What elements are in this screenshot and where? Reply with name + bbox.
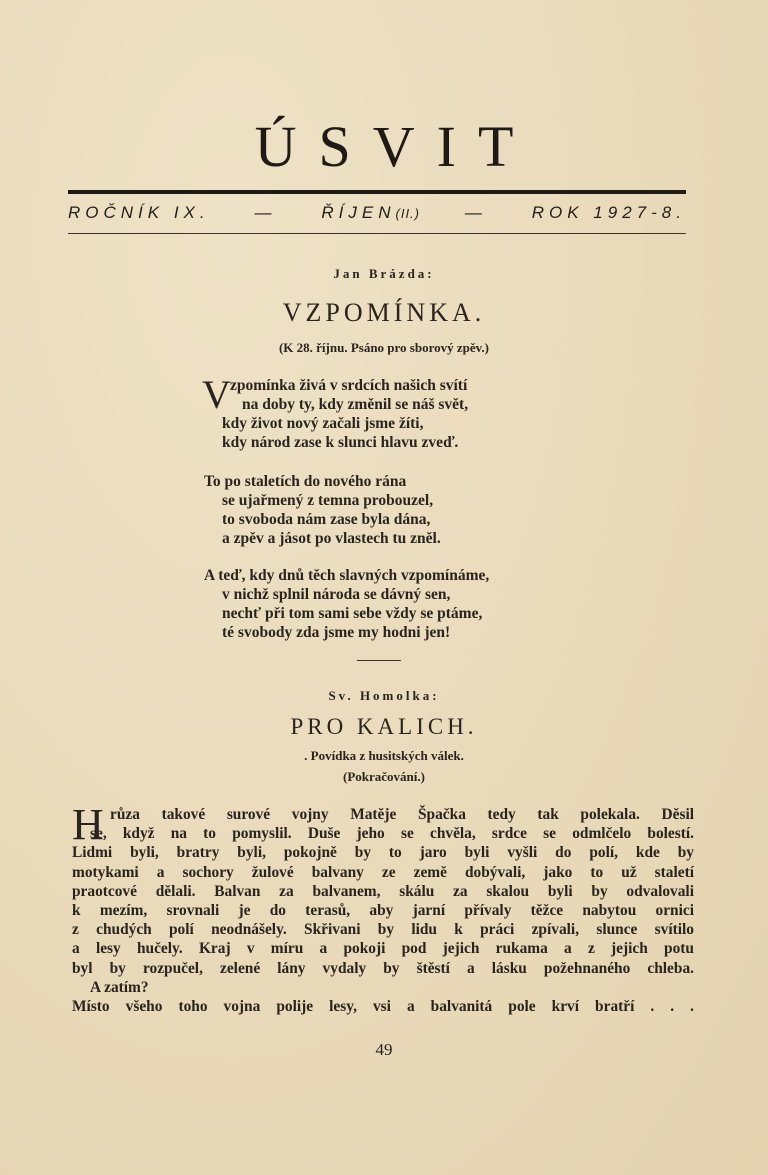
poem-stanza-2 xyxy=(204,472,584,548)
poem-line: kdy život nový začali jsme žíti, xyxy=(222,415,424,432)
issue-volume: ROČNÍK IX. xyxy=(68,203,210,222)
poem-dropcap: V xyxy=(202,372,231,417)
section-divider xyxy=(357,660,401,661)
story-subtitle: . Povídka z husitských válek. xyxy=(304,748,464,763)
page-number: 49 xyxy=(375,1040,393,1059)
poem-line: té svobody zda jsme my hodni jen! xyxy=(222,624,451,641)
poem-line: A teď, kdy dnů těch slavných vzpomínáme, xyxy=(204,567,490,584)
poem-line: To po staletích do nového rána xyxy=(204,473,407,490)
header-rule-thick xyxy=(68,190,686,194)
issue-dash-1: — xyxy=(254,203,277,222)
issue-year: ROK 1927-8. xyxy=(531,203,686,222)
story-title: PRO KALICH. xyxy=(290,714,478,739)
story-line: motykami a sochory žulové balvany ze země dobývali, jako to už staletí xyxy=(72,863,694,881)
story-line: a lesy hučely. Kraj v míru a pokoji pod jejich rukama a z jejich potu xyxy=(72,940,694,958)
poem-line: a zpěv a jásot po vlastech tu zněl. xyxy=(222,530,441,547)
poem-author: Jan Brázda: xyxy=(333,266,435,281)
story-body xyxy=(72,800,694,1016)
story-line: růza takové surové vojny Matěje Špačka tedy tak polekala. Děsil xyxy=(110,806,694,823)
poem-line: se ujařmený z temna probouzel, xyxy=(222,492,434,509)
story-line: praotcové dělali. Balvan za balvanem, skálu za skalou byli by odvalovali xyxy=(72,882,694,900)
story-line: z chudých polí neodnášely. Skřivani by lidu k práci zpívali, slunce svítilo xyxy=(72,921,694,939)
poem-line: kdy národ zase k slunci hlavu zveď. xyxy=(222,434,459,451)
story-line: byl by rozpučel, zelené lány vydaly by štěstí a lásku požehnaného chleba. xyxy=(72,959,694,977)
masthead-title: ÚSVIT xyxy=(254,114,536,179)
poem-line: zpomínka živá v srdcích našich svítí xyxy=(230,377,468,394)
poem-line: to svoboda nám zase byla dána, xyxy=(222,511,431,528)
issue-month-part: (II.) xyxy=(395,206,420,221)
story-line: Lidmi byli, bratry byli, pokojně by to jaro byli vyšli do polí, kde by xyxy=(72,844,694,862)
issue-line xyxy=(68,200,686,226)
poem-subtitle: (K 28. říjnu. Psáno pro sborový zpěv.) xyxy=(278,340,490,355)
story-dropcap: H xyxy=(72,800,104,849)
story-author: Sv. Homolka: xyxy=(328,688,440,703)
story-line: A zatím? xyxy=(90,978,149,996)
poem-title: VZPOMÍNKA. xyxy=(282,298,486,327)
header-rule-thin xyxy=(68,233,686,234)
poem-line: nechť při tom sami sebe vždy se ptáme, xyxy=(222,605,483,622)
issue-month: ŘÍJEN xyxy=(321,203,396,222)
poem-line: v nichž splnil národa se dávný sen, xyxy=(222,586,451,603)
issue-dash-2: — xyxy=(464,203,487,222)
poem-stanza-3 xyxy=(204,566,584,642)
story-line: se, když na to pomyslil. Duše jeho se chvěla, srdce se odmlčelo bolestí. xyxy=(90,825,694,843)
story-line: Místo všeho toho vojna polije lesy, vsi a balvanitá pole krví bratří . . . xyxy=(72,998,694,1016)
poem-stanza-1 xyxy=(202,372,584,452)
issue-month-wrap xyxy=(321,203,420,223)
story-line: k mezím, srovnali je do terasů, aby jarní přívaly těžce nabytou ornici xyxy=(72,902,694,920)
story-note: (Pokračování.) xyxy=(343,769,425,784)
poem-line: na doby ty, kdy změnil se náš svět, xyxy=(242,396,469,413)
